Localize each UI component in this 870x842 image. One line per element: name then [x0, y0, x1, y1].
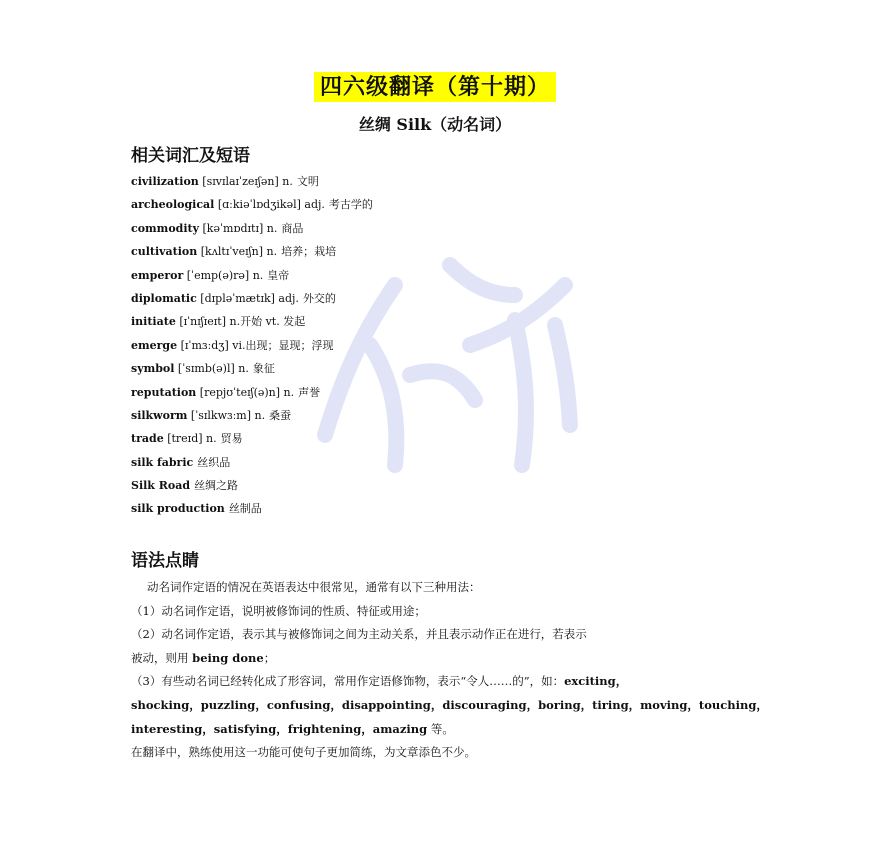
vocab-meaning: 桑蚕 [269, 408, 292, 422]
vocab-meaning: 丝制品 [228, 502, 262, 516]
vocab-phonetic: [repjʊˈteɪʃ(ə)n] n. [196, 385, 295, 399]
vocab-list [131, 172, 373, 523]
grammar-point-3-line-1 [131, 670, 746, 694]
vocab-word: initiate [131, 315, 176, 329]
vocab-phonetic: [ɪˈnɪʃɪeɪt] n. [175, 315, 241, 329]
vocab-phonetic: [kəˈmɒdɪtɪ] n. [199, 221, 278, 235]
vocab-item [131, 476, 373, 499]
vocab-meaning: 丝织品 [197, 455, 231, 469]
vocab-meaning: 外交的 [302, 291, 336, 305]
grammar-point-3-line-2 [131, 694, 768, 718]
vocab-item [131, 429, 373, 452]
vocab-item [131, 499, 373, 522]
example-words: shocking，puzzling，confusing，disappointing，discouraging，boring，tiring，moving，touching， [131, 697, 768, 712]
vocab-meaning: 象征 [252, 362, 275, 376]
vocab-meaning: 考古学的 [328, 198, 373, 212]
page-subtitle: 丝绸 Silk（动名词） [358, 115, 512, 134]
vocab-heading: 相关词汇及短语 [131, 146, 250, 166]
grammar-heading: 语法点睛 [131, 551, 199, 571]
vocab-item [131, 242, 373, 265]
vocab-item [131, 266, 373, 289]
vocab-word: archeological [131, 198, 215, 212]
vocab-item [131, 195, 373, 218]
vocab-word: emerge [131, 338, 178, 352]
vocab-item [131, 383, 373, 406]
title-container [0, 72, 870, 102]
vocab-meaning: 商品 [281, 221, 304, 235]
vocab-word: silk fabric [131, 455, 194, 469]
example-phrase: being done [192, 650, 264, 665]
vocab-word: emperor [131, 268, 184, 282]
vocab-phonetic: [ˈsɪmb(ə)l] n. [174, 362, 249, 376]
grammar-point-2-line-2 [131, 647, 746, 671]
vocab-item [131, 172, 373, 195]
vocab-meaning: 出现；显现；浮现 [245, 338, 334, 352]
vocab-meaning: 培养；栽培 [281, 245, 337, 259]
vocab-word: diplomatic [131, 291, 197, 305]
text-span: 等。 [427, 721, 454, 736]
vocab-phonetic: [dɪpləˈmætɪk] adj. [196, 291, 299, 305]
text-span: 被动，则用 [131, 650, 193, 665]
vocab-word: symbol [131, 362, 175, 376]
grammar-point-2-line-1: （2）动名词作定语，表示其与被修饰词之间为主动关系，并且表示动作正在进行，若表示 [131, 627, 587, 642]
vocab-phonetic: [ɑːkiəˈlɒdʒikəl] adj. [214, 198, 325, 212]
vocab-meaning: 皇帝 [267, 268, 290, 282]
vocab-item [131, 406, 373, 429]
vocab-word: trade [131, 432, 164, 446]
vocab-phonetic: [kʌltɪˈveɪʃn] n. [197, 245, 278, 259]
vocab-item [131, 359, 373, 382]
vocab-item [131, 219, 373, 242]
text-span: （3）有些动名词已经转化成了形容词，常用作定语修饰物，表示“令人……的”，如： [131, 674, 565, 689]
vocab-item [131, 336, 373, 359]
vocab-phonetic: [ɪˈmɜːdʒ] vi. [177, 338, 246, 352]
page-title: 四六级翻译（第十期） [314, 72, 556, 102]
vocab-word: reputation [131, 385, 197, 399]
vocab-phonetic: [ˈemp(ə)rə] n. [183, 268, 264, 282]
vocab-meaning: 声誉 [298, 385, 321, 399]
vocab-phonetic: [sɪvɪlaɪˈzeɪʃən] n. [198, 175, 293, 188]
text-span: ； [263, 650, 276, 665]
grammar-point-3-line-3 [131, 718, 746, 742]
vocab-word: silk production [131, 502, 225, 516]
vocab-word: cultivation [131, 245, 198, 259]
example-words: exciting， [564, 674, 628, 689]
vocab-word: commodity [131, 221, 199, 235]
vocab-item [131, 289, 373, 312]
vocab-meaning: 丝绸之路 [194, 479, 239, 493]
vocab-phonetic: [ˈsɪlkwɜːm] n. [187, 408, 266, 422]
vocab-meaning: 文明 [296, 175, 319, 188]
vocab-word: Silk Road [131, 479, 191, 493]
vocab-word: silkworm [131, 408, 188, 422]
grammar-section [131, 576, 768, 765]
grammar-point-1: （1）动名词作定语，说明被修饰词的性质、特征或用途； [131, 603, 426, 618]
grammar-intro: 动名词作定语的情况在英语表达中很常见，通常有以下三种用法： [147, 580, 481, 594]
vocab-item [131, 453, 373, 476]
vocab-meaning: 开始 vt. 发起 [240, 315, 306, 329]
vocab-meaning: 贸易 [220, 432, 243, 446]
example-words: interesting，satisfying，frightening，amazing [131, 721, 428, 736]
vocab-item [131, 312, 373, 335]
vocab-phonetic: [treɪd] n. [163, 432, 217, 446]
vocab-word: civilization [131, 175, 199, 188]
grammar-conclusion: 在翻译中，熟练使用这一功能可使句子更加简练，为文章添色不少。 [131, 745, 476, 760]
